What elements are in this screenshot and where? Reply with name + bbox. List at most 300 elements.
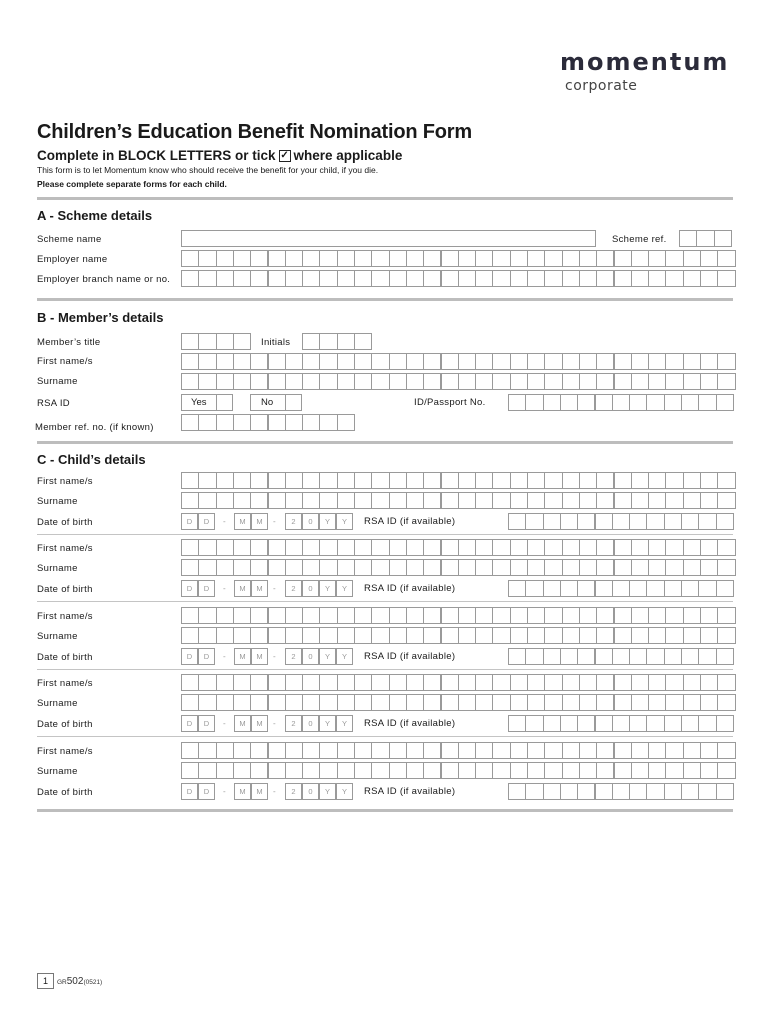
child-surname-cell[interactable] — [216, 492, 234, 509]
child-first-name-cell[interactable] — [319, 742, 337, 759]
child-surname-cell[interactable] — [614, 559, 632, 576]
child-first-name-cell[interactable] — [354, 539, 372, 556]
child-first-name-cell[interactable] — [302, 539, 320, 556]
child-surname-cell[interactable] — [302, 694, 320, 711]
employer-branch-cell[interactable] — [216, 270, 234, 287]
date-digit-cell[interactable]: M — [251, 783, 268, 800]
child-rsa-id-cell[interactable] — [629, 648, 647, 665]
initials-cell[interactable] — [337, 333, 355, 350]
child-surname-cell[interactable] — [562, 762, 580, 779]
child-first-name-cell[interactable] — [665, 472, 683, 489]
child-rsa-id-cell[interactable] — [543, 513, 561, 530]
date-digit-cell[interactable]: Y — [336, 648, 353, 665]
member-surname-cell[interactable] — [268, 373, 286, 390]
child-rsa-id-cell[interactable] — [629, 580, 647, 597]
child-first-name-cell[interactable] — [302, 607, 320, 624]
child-first-name-cell[interactable] — [371, 539, 389, 556]
employer-name-cell[interactable] — [562, 250, 580, 267]
member-surname-cell[interactable] — [492, 373, 510, 390]
child-surname-cell[interactable] — [717, 627, 735, 644]
child-first-name-cell[interactable] — [717, 607, 735, 624]
child-surname-cell[interactable] — [631, 762, 649, 779]
member-surname-cell[interactable] — [233, 373, 251, 390]
child-first-name-cell[interactable] — [544, 742, 562, 759]
child-first-name-cell[interactable] — [700, 742, 718, 759]
date-digit-cell[interactable]: D — [181, 648, 198, 665]
date-digit-cell[interactable]: Y — [336, 783, 353, 800]
employer-name-cell[interactable] — [198, 250, 216, 267]
member-first-name-cell[interactable] — [665, 353, 683, 370]
member-surname-cell[interactable] — [631, 373, 649, 390]
child-surname-cell[interactable] — [648, 559, 666, 576]
child-surname-cell[interactable] — [475, 627, 493, 644]
child-surname-cell[interactable] — [371, 694, 389, 711]
child-rsa-id-cell[interactable] — [525, 715, 543, 732]
child-surname-cell[interactable] — [562, 627, 580, 644]
child-first-name-cell[interactable] — [596, 472, 614, 489]
child-surname-cell[interactable] — [233, 762, 251, 779]
child-rsa-id-cell[interactable] — [646, 648, 664, 665]
child-rsa-id-cell[interactable] — [646, 513, 664, 530]
child-first-name-cell[interactable] — [423, 607, 441, 624]
child-surname-cell[interactable] — [700, 762, 718, 779]
child-surname-cell[interactable] — [527, 559, 545, 576]
child-surname-cell[interactable] — [492, 694, 510, 711]
employer-name-cell[interactable] — [423, 250, 441, 267]
child-surname-cell[interactable] — [181, 559, 199, 576]
child-surname-cell[interactable] — [285, 627, 303, 644]
child-first-name-cell[interactable] — [285, 607, 303, 624]
child-surname-cell[interactable] — [423, 762, 441, 779]
child-first-name-cell[interactable] — [198, 742, 216, 759]
member-title-cell[interactable] — [216, 333, 234, 350]
child-surname-cell[interactable] — [441, 492, 459, 509]
child-surname-cell[interactable] — [683, 627, 701, 644]
member-first-name-cell[interactable] — [527, 353, 545, 370]
id-passport-cell[interactable] — [698, 394, 716, 411]
child-first-name-cell[interactable] — [700, 674, 718, 691]
employer-name-cell[interactable] — [596, 250, 614, 267]
child-surname-cell[interactable] — [233, 694, 251, 711]
child-rsa-id-cell[interactable] — [612, 715, 630, 732]
child-first-name-cell[interactable] — [510, 539, 528, 556]
member-ref-cell[interactable] — [181, 414, 199, 431]
date-digit-cell[interactable]: M — [251, 513, 268, 530]
member-ref-cell[interactable] — [216, 414, 234, 431]
child-surname-cell[interactable] — [527, 762, 545, 779]
employer-branch-cell[interactable] — [527, 270, 545, 287]
employer-branch-cell[interactable] — [371, 270, 389, 287]
child-first-name-cell[interactable] — [700, 607, 718, 624]
child-rsa-id-cell[interactable] — [646, 715, 664, 732]
child-first-name-cell[interactable] — [250, 539, 268, 556]
child-surname-cell[interactable] — [181, 694, 199, 711]
child-surname-cell[interactable] — [406, 559, 424, 576]
child-surname-cell[interactable] — [406, 627, 424, 644]
date-digit-cell[interactable]: Y — [319, 715, 336, 732]
child-first-name-cell[interactable] — [285, 674, 303, 691]
member-title-cell[interactable] — [233, 333, 251, 350]
employer-name-cell[interactable] — [250, 250, 268, 267]
child-surname-cell[interactable] — [354, 762, 372, 779]
child-first-name-cell[interactable] — [458, 607, 476, 624]
child-surname-cell[interactable] — [198, 694, 216, 711]
member-surname-cell[interactable] — [717, 373, 735, 390]
child-rsa-id-cell[interactable] — [698, 513, 716, 530]
child-surname-cell[interactable] — [371, 762, 389, 779]
child-rsa-id-cell[interactable] — [681, 648, 699, 665]
member-first-name-cell[interactable] — [475, 353, 493, 370]
child-first-name-cell[interactable] — [544, 539, 562, 556]
child-surname-cell[interactable] — [614, 492, 632, 509]
employer-branch-cell[interactable] — [302, 270, 320, 287]
child-surname-cell[interactable] — [683, 762, 701, 779]
child-surname-cell[interactable] — [285, 492, 303, 509]
child-surname-cell[interactable] — [302, 492, 320, 509]
child-surname-cell[interactable] — [665, 694, 683, 711]
child-first-name-cell[interactable] — [337, 674, 355, 691]
member-first-name-cell[interactable] — [441, 353, 459, 370]
child-first-name-cell[interactable] — [665, 607, 683, 624]
child-first-name-cell[interactable] — [250, 607, 268, 624]
id-passport-cell[interactable] — [629, 394, 647, 411]
child-surname-cell[interactable] — [475, 492, 493, 509]
member-surname-cell[interactable] — [389, 373, 407, 390]
child-first-name-cell[interactable] — [337, 742, 355, 759]
child-first-name-cell[interactable] — [181, 742, 199, 759]
scheme-ref-cell[interactable] — [696, 230, 714, 247]
child-first-name-cell[interactable] — [475, 472, 493, 489]
member-first-name-cell[interactable] — [562, 353, 580, 370]
child-first-name-cell[interactable] — [423, 742, 441, 759]
date-digit-cell[interactable]: M — [251, 715, 268, 732]
employer-branch-cell[interactable] — [631, 270, 649, 287]
employer-name-cell[interactable] — [354, 250, 372, 267]
child-surname-cell[interactable] — [319, 559, 337, 576]
child-rsa-id-cell[interactable] — [577, 580, 595, 597]
child-surname-cell[interactable] — [268, 694, 286, 711]
date-digit-cell[interactable]: 0 — [302, 783, 319, 800]
child-first-name-cell[interactable] — [389, 607, 407, 624]
member-first-name-cell[interactable] — [458, 353, 476, 370]
child-surname-cell[interactable] — [683, 694, 701, 711]
child-first-name-cell[interactable] — [389, 674, 407, 691]
child-rsa-id-cell[interactable] — [577, 513, 595, 530]
child-rsa-id-cell[interactable] — [681, 513, 699, 530]
child-first-name-cell[interactable] — [319, 472, 337, 489]
child-surname-cell[interactable] — [631, 627, 649, 644]
employer-branch-cell[interactable] — [181, 270, 199, 287]
child-first-name-cell[interactable] — [216, 472, 234, 489]
member-surname-cell[interactable] — [665, 373, 683, 390]
member-first-name-cell[interactable] — [181, 353, 199, 370]
date-digit-cell[interactable]: M — [234, 715, 251, 732]
employer-branch-cell[interactable] — [198, 270, 216, 287]
child-first-name-cell[interactable] — [579, 472, 597, 489]
employer-name-cell[interactable] — [665, 250, 683, 267]
child-first-name-cell[interactable] — [579, 607, 597, 624]
child-rsa-id-cell[interactable] — [595, 648, 613, 665]
date-digit-cell[interactable]: D — [198, 513, 215, 530]
child-first-name-cell[interactable] — [441, 674, 459, 691]
child-first-name-cell[interactable] — [492, 742, 510, 759]
child-first-name-cell[interactable] — [665, 742, 683, 759]
employer-branch-cell[interactable] — [648, 270, 666, 287]
child-surname-cell[interactable] — [665, 627, 683, 644]
employer-branch-cell[interactable] — [441, 270, 459, 287]
member-first-name-cell[interactable] — [700, 353, 718, 370]
child-rsa-id-cell[interactable] — [543, 580, 561, 597]
child-first-name-cell[interactable] — [510, 472, 528, 489]
employer-branch-cell[interactable] — [250, 270, 268, 287]
child-surname-cell[interactable] — [181, 627, 199, 644]
child-first-name-cell[interactable] — [354, 472, 372, 489]
child-first-name-cell[interactable] — [216, 539, 234, 556]
member-first-name-cell[interactable] — [198, 353, 216, 370]
member-surname-cell[interactable] — [596, 373, 614, 390]
child-surname-cell[interactable] — [717, 694, 735, 711]
date-digit-cell[interactable]: M — [234, 513, 251, 530]
child-surname-cell[interactable] — [458, 627, 476, 644]
id-passport-cell[interactable] — [595, 394, 613, 411]
child-first-name-cell[interactable] — [648, 539, 666, 556]
child-surname-cell[interactable] — [665, 559, 683, 576]
child-rsa-id-cell[interactable] — [698, 715, 716, 732]
child-rsa-id-cell[interactable] — [681, 715, 699, 732]
child-first-name-cell[interactable] — [285, 742, 303, 759]
child-rsa-id-cell[interactable] — [681, 580, 699, 597]
child-surname-cell[interactable] — [614, 762, 632, 779]
child-surname-cell[interactable] — [579, 627, 597, 644]
employer-name-cell[interactable] — [389, 250, 407, 267]
member-first-name-cell[interactable] — [510, 353, 528, 370]
child-surname-cell[interactable] — [371, 559, 389, 576]
child-first-name-cell[interactable] — [268, 472, 286, 489]
child-first-name-cell[interactable] — [441, 472, 459, 489]
child-first-name-cell[interactable] — [562, 539, 580, 556]
child-first-name-cell[interactable] — [631, 742, 649, 759]
child-surname-cell[interactable] — [354, 559, 372, 576]
child-first-name-cell[interactable] — [544, 674, 562, 691]
child-first-name-cell[interactable] — [510, 742, 528, 759]
child-surname-cell[interactable] — [389, 627, 407, 644]
child-first-name-cell[interactable] — [389, 742, 407, 759]
child-surname-cell[interactable] — [527, 627, 545, 644]
child-first-name-cell[interactable] — [285, 539, 303, 556]
child-surname-cell[interactable] — [198, 559, 216, 576]
child-first-name-cell[interactable] — [233, 742, 251, 759]
child-rsa-id-cell[interactable] — [664, 580, 682, 597]
member-ref-cell[interactable] — [268, 414, 286, 431]
id-passport-cell[interactable] — [508, 394, 526, 411]
child-surname-cell[interactable] — [198, 762, 216, 779]
child-surname-cell[interactable] — [441, 559, 459, 576]
member-surname-cell[interactable] — [683, 373, 701, 390]
child-first-name-cell[interactable] — [423, 674, 441, 691]
member-surname-cell[interactable] — [181, 373, 199, 390]
child-surname-cell[interactable] — [579, 762, 597, 779]
child-rsa-id-cell[interactable] — [698, 648, 716, 665]
child-first-name-cell[interactable] — [717, 539, 735, 556]
child-surname-cell[interactable] — [544, 492, 562, 509]
child-surname-cell[interactable] — [337, 627, 355, 644]
child-first-name-cell[interactable] — [268, 742, 286, 759]
child-first-name-cell[interactable] — [717, 742, 735, 759]
child-rsa-id-cell[interactable] — [612, 783, 630, 800]
employer-name-cell[interactable] — [717, 250, 735, 267]
child-first-name-cell[interactable] — [614, 742, 632, 759]
child-surname-cell[interactable] — [371, 627, 389, 644]
child-rsa-id-cell[interactable] — [525, 580, 543, 597]
child-surname-cell[interactable] — [233, 492, 251, 509]
employer-branch-cell[interactable] — [492, 270, 510, 287]
employer-name-cell[interactable] — [337, 250, 355, 267]
child-first-name-cell[interactable] — [683, 742, 701, 759]
member-surname-cell[interactable] — [302, 373, 320, 390]
child-surname-cell[interactable] — [510, 492, 528, 509]
child-first-name-cell[interactable] — [337, 539, 355, 556]
child-first-name-cell[interactable] — [268, 607, 286, 624]
child-surname-cell[interactable] — [216, 694, 234, 711]
child-first-name-cell[interactable] — [579, 674, 597, 691]
member-surname-cell[interactable] — [527, 373, 545, 390]
child-rsa-id-cell[interactable] — [560, 783, 578, 800]
employer-branch-cell[interactable] — [233, 270, 251, 287]
child-rsa-id-cell[interactable] — [612, 648, 630, 665]
child-surname-cell[interactable] — [648, 762, 666, 779]
child-surname-cell[interactable] — [596, 492, 614, 509]
scheme-ref-cell[interactable] — [714, 230, 732, 247]
child-first-name-cell[interactable] — [475, 742, 493, 759]
employer-name-cell[interactable] — [544, 250, 562, 267]
child-rsa-id-cell[interactable] — [698, 783, 716, 800]
employer-name-cell[interactable] — [700, 250, 718, 267]
child-first-name-cell[interactable] — [614, 607, 632, 624]
child-first-name-cell[interactable] — [683, 607, 701, 624]
child-first-name-cell[interactable] — [181, 674, 199, 691]
child-surname-cell[interactable] — [614, 627, 632, 644]
child-surname-cell[interactable] — [354, 694, 372, 711]
child-first-name-cell[interactable] — [458, 742, 476, 759]
no-checkbox[interactable] — [285, 394, 302, 411]
child-rsa-id-cell[interactable] — [664, 715, 682, 732]
child-surname-cell[interactable] — [406, 492, 424, 509]
employer-branch-cell[interactable] — [337, 270, 355, 287]
child-first-name-cell[interactable] — [631, 674, 649, 691]
child-surname-cell[interactable] — [510, 627, 528, 644]
date-digit-cell[interactable]: M — [234, 648, 251, 665]
child-surname-cell[interactable] — [285, 694, 303, 711]
child-first-name-cell[interactable] — [458, 472, 476, 489]
child-first-name-cell[interactable] — [596, 539, 614, 556]
child-surname-cell[interactable] — [596, 694, 614, 711]
employer-name-cell[interactable] — [302, 250, 320, 267]
child-surname-cell[interactable] — [389, 694, 407, 711]
child-first-name-cell[interactable] — [406, 539, 424, 556]
child-surname-cell[interactable] — [492, 762, 510, 779]
child-first-name-cell[interactable] — [198, 472, 216, 489]
child-surname-cell[interactable] — [579, 559, 597, 576]
member-surname-cell[interactable] — [544, 373, 562, 390]
member-surname-cell[interactable] — [250, 373, 268, 390]
child-first-name-cell[interactable] — [527, 607, 545, 624]
member-surname-cell[interactable] — [371, 373, 389, 390]
child-surname-cell[interactable] — [233, 627, 251, 644]
child-surname-cell[interactable] — [562, 559, 580, 576]
child-first-name-cell[interactable] — [389, 539, 407, 556]
child-surname-cell[interactable] — [319, 627, 337, 644]
member-surname-cell[interactable] — [614, 373, 632, 390]
child-first-name-cell[interactable] — [492, 607, 510, 624]
child-surname-cell[interactable] — [492, 492, 510, 509]
member-first-name-cell[interactable] — [579, 353, 597, 370]
member-first-name-cell[interactable] — [319, 353, 337, 370]
date-digit-cell[interactable]: 0 — [302, 513, 319, 530]
child-rsa-id-cell[interactable] — [646, 783, 664, 800]
child-surname-cell[interactable] — [579, 492, 597, 509]
child-rsa-id-cell[interactable] — [629, 715, 647, 732]
child-first-name-cell[interactable] — [354, 742, 372, 759]
child-surname-cell[interactable] — [181, 492, 199, 509]
child-first-name-cell[interactable] — [181, 607, 199, 624]
child-surname-cell[interactable] — [216, 762, 234, 779]
child-surname-cell[interactable] — [458, 762, 476, 779]
date-digit-cell[interactable]: M — [234, 580, 251, 597]
child-surname-cell[interactable] — [319, 492, 337, 509]
member-first-name-cell[interactable] — [544, 353, 562, 370]
child-first-name-cell[interactable] — [216, 607, 234, 624]
child-surname-cell[interactable] — [648, 492, 666, 509]
child-first-name-cell[interactable] — [596, 607, 614, 624]
initials-cell[interactable] — [319, 333, 337, 350]
member-first-name-cell[interactable] — [631, 353, 649, 370]
child-surname-cell[interactable] — [492, 627, 510, 644]
employer-branch-cell[interactable] — [717, 270, 735, 287]
child-first-name-cell[interactable] — [198, 674, 216, 691]
child-rsa-id-cell[interactable] — [716, 648, 734, 665]
date-digit-cell[interactable]: D — [181, 513, 198, 530]
child-surname-cell[interactable] — [544, 559, 562, 576]
child-surname-cell[interactable] — [268, 762, 286, 779]
child-surname-cell[interactable] — [216, 627, 234, 644]
member-surname-cell[interactable] — [475, 373, 493, 390]
child-surname-cell[interactable] — [337, 762, 355, 779]
child-first-name-cell[interactable] — [268, 674, 286, 691]
child-surname-cell[interactable] — [562, 694, 580, 711]
child-first-name-cell[interactable] — [614, 539, 632, 556]
child-surname-cell[interactable] — [406, 694, 424, 711]
child-surname-cell[interactable] — [717, 762, 735, 779]
child-surname-cell[interactable] — [250, 694, 268, 711]
child-first-name-cell[interactable] — [700, 539, 718, 556]
child-surname-cell[interactable] — [631, 492, 649, 509]
date-digit-cell[interactable]: D — [181, 715, 198, 732]
child-surname-cell[interactable] — [614, 694, 632, 711]
child-first-name-cell[interactable] — [371, 472, 389, 489]
child-rsa-id-cell[interactable] — [543, 783, 561, 800]
child-first-name-cell[interactable] — [441, 742, 459, 759]
member-surname-cell[interactable] — [648, 373, 666, 390]
child-surname-cell[interactable] — [389, 762, 407, 779]
employer-name-cell[interactable] — [648, 250, 666, 267]
child-first-name-cell[interactable] — [614, 674, 632, 691]
id-passport-cell[interactable] — [543, 394, 561, 411]
member-first-name-cell[interactable] — [302, 353, 320, 370]
child-first-name-cell[interactable] — [648, 742, 666, 759]
child-rsa-id-cell[interactable] — [664, 648, 682, 665]
date-digit-cell[interactable]: Y — [319, 783, 336, 800]
employer-name-cell[interactable] — [458, 250, 476, 267]
